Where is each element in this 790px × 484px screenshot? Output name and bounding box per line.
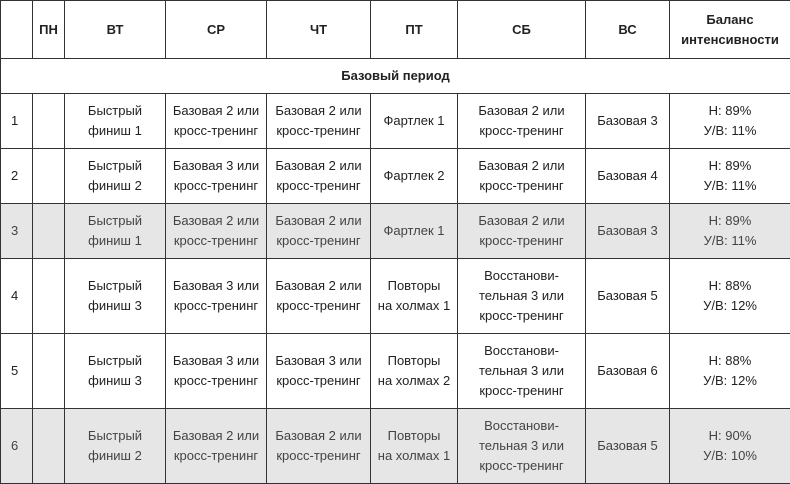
cell-mon [33,409,65,484]
cell-line: У/В: 10% [672,446,788,466]
cell-balance [670,334,790,409]
header-mon: ПН [33,1,65,59]
cell-week-number: 4 [1,259,33,334]
cell-tue [65,149,166,204]
cell-mon [33,334,65,409]
cell-line: Базовая 2 или [168,211,264,231]
table-row [1,334,790,409]
header-tue: ВТ [65,1,166,59]
cell-line: кросс-тренинг [269,121,368,141]
cell-line: кросс-тренинг [269,446,368,466]
cell-line: Быстрый [67,156,163,176]
cell-sun [586,259,670,334]
cell-line: Базовая 3 [588,111,667,131]
cell-line: кросс-тренинг [168,446,264,466]
cell-line: Н: 88% [672,276,788,296]
cell-mon [33,259,65,334]
cell-sat [458,204,586,259]
cell-week-number: 6 [1,409,33,484]
cell-line: финиш 3 [67,371,163,391]
cell-wed [166,204,267,259]
cell-tue [65,259,166,334]
table-row [1,259,790,334]
header-balance-line: интенсивности [672,30,788,50]
cell-week-number: 1 [1,94,33,149]
cell-mon [33,149,65,204]
cell-line: кросс-тренинг [460,381,583,401]
cell-line: Базовая 2 или [269,101,368,121]
cell-line: Фартлек 1 [373,221,455,241]
cell-sat [458,259,586,334]
cell-wed [166,94,267,149]
table-row [1,409,790,484]
header-balance-line: Баланс [672,10,788,30]
cell-line: Фартлек 2 [373,166,455,186]
cell-line: Быстрый [67,276,163,296]
cell-mon [33,94,65,149]
cell-wed [166,409,267,484]
cell-line: Повторы [373,276,455,296]
cell-line: Быстрый [67,101,163,121]
cell-line: финиш 1 [67,121,163,141]
header-thu: ЧТ [267,1,371,59]
cell-line: тельная 3 или [460,436,583,456]
cell-line: Повторы [373,426,455,446]
cell-fri [371,94,458,149]
cell-line: Базовая 3 или [269,351,368,371]
cell-sat [458,334,586,409]
cell-line: на холмах 2 [373,371,455,391]
cell-line: Быстрый [67,426,163,446]
cell-week-number: 5 [1,334,33,409]
cell-line: тельная 3 или [460,361,583,381]
cell-line: на холмах 1 [373,446,455,466]
cell-sun [586,94,670,149]
cell-line: Повторы [373,351,455,371]
cell-week-number: 2 [1,149,33,204]
cell-line: кросс-тренинг [269,231,368,251]
cell-tue [65,409,166,484]
cell-sun [586,409,670,484]
cell-sun [586,334,670,409]
cell-line: кросс-тренинг [168,121,264,141]
cell-line: финиш 2 [67,446,163,466]
header-balance [670,1,790,59]
cell-line: Н: 88% [672,351,788,371]
cell-line: У/В: 11% [672,231,788,251]
header-sun: ВС [586,1,670,59]
cell-thu [267,409,371,484]
cell-thu [267,259,371,334]
cell-line: У/В: 11% [672,176,788,196]
cell-line: Базовая 2 или [269,426,368,446]
cell-line: Базовая 3 [588,221,667,241]
cell-fri [371,259,458,334]
header-sat: СБ [458,1,586,59]
cell-line: Базовая 2 или [269,211,368,231]
cell-line: Быстрый [67,351,163,371]
cell-line: Базовая 6 [588,361,667,381]
cell-line: Базовая 5 [588,286,667,306]
cell-line: Базовая 2 или [460,211,583,231]
cell-mon [33,204,65,259]
cell-line: У/В: 11% [672,121,788,141]
cell-fri [371,204,458,259]
cell-line: Фартлек 1 [373,111,455,131]
cell-line: Базовая 4 [588,166,667,186]
cell-wed [166,259,267,334]
cell-line: Базовая 3 или [168,351,264,371]
cell-line: Восстанови- [460,266,583,286]
cell-line: У/В: 12% [672,296,788,316]
cell-line: финиш 2 [67,176,163,196]
cell-line: кросс-тренинг [168,371,264,391]
cell-line: финиш 1 [67,231,163,251]
cell-line: кросс-тренинг [168,296,264,316]
cell-line: Базовая 2 или [460,156,583,176]
header-wed: СР [166,1,267,59]
table-row [1,204,790,259]
cell-line: Восстанови- [460,341,583,361]
cell-line: Базовая 2 или [168,101,264,121]
cell-thu [267,94,371,149]
header-week [1,1,33,59]
cell-thu [267,149,371,204]
cell-line: кросс-тренинг [269,296,368,316]
cell-line: финиш 3 [67,296,163,316]
cell-line: кросс-тренинг [460,456,583,476]
cell-week-number: 3 [1,204,33,259]
cell-tue [65,94,166,149]
cell-fri [371,149,458,204]
cell-line: Н: 89% [672,156,788,176]
cell-thu [267,334,371,409]
table-row [1,149,790,204]
cell-line: Базовая 2 или [269,276,368,296]
cell-thu [267,204,371,259]
cell-line: кросс-тренинг [168,231,264,251]
cell-wed [166,334,267,409]
cell-line: Базовая 3 или [168,276,264,296]
cell-line: Базовая 2 или [460,101,583,121]
cell-line: Базовая 2 или [168,426,264,446]
period-title: Базовый период [1,59,790,94]
cell-line: кросс-тренинг [460,231,583,251]
cell-line: кросс-тренинг [168,176,264,196]
table-row [1,94,790,149]
cell-line: У/В: 12% [672,371,788,391]
cell-line: кросс-тренинг [460,176,583,196]
header-fri: ПТ [371,1,458,59]
cell-balance [670,94,790,149]
cell-tue [65,334,166,409]
cell-fri [371,334,458,409]
cell-line: Восстанови- [460,416,583,436]
header-row [1,1,790,59]
cell-fri [371,409,458,484]
period-row [1,59,790,94]
cell-line: тельная 3 или [460,286,583,306]
cell-line: Базовая 5 [588,436,667,456]
cell-line: на холмах 1 [373,296,455,316]
cell-sat [458,94,586,149]
cell-line: Н: 90% [672,426,788,446]
cell-line: кросс-тренинг [269,176,368,196]
cell-line: Быстрый [67,211,163,231]
cell-balance [670,409,790,484]
cell-balance [670,204,790,259]
cell-line: Н: 89% [672,211,788,231]
cell-balance [670,149,790,204]
cell-tue [65,204,166,259]
cell-line: кросс-тренинг [460,306,583,326]
cell-line: кросс-тренинг [269,371,368,391]
cell-line: Базовая 3 или [168,156,264,176]
cell-sun [586,149,670,204]
cell-sun [586,204,670,259]
cell-line: кросс-тренинг [460,121,583,141]
cell-wed [166,149,267,204]
cell-sat [458,149,586,204]
cell-sat [458,409,586,484]
cell-line: Н: 89% [672,101,788,121]
cell-balance [670,259,790,334]
cell-line: Базовая 2 или [269,156,368,176]
